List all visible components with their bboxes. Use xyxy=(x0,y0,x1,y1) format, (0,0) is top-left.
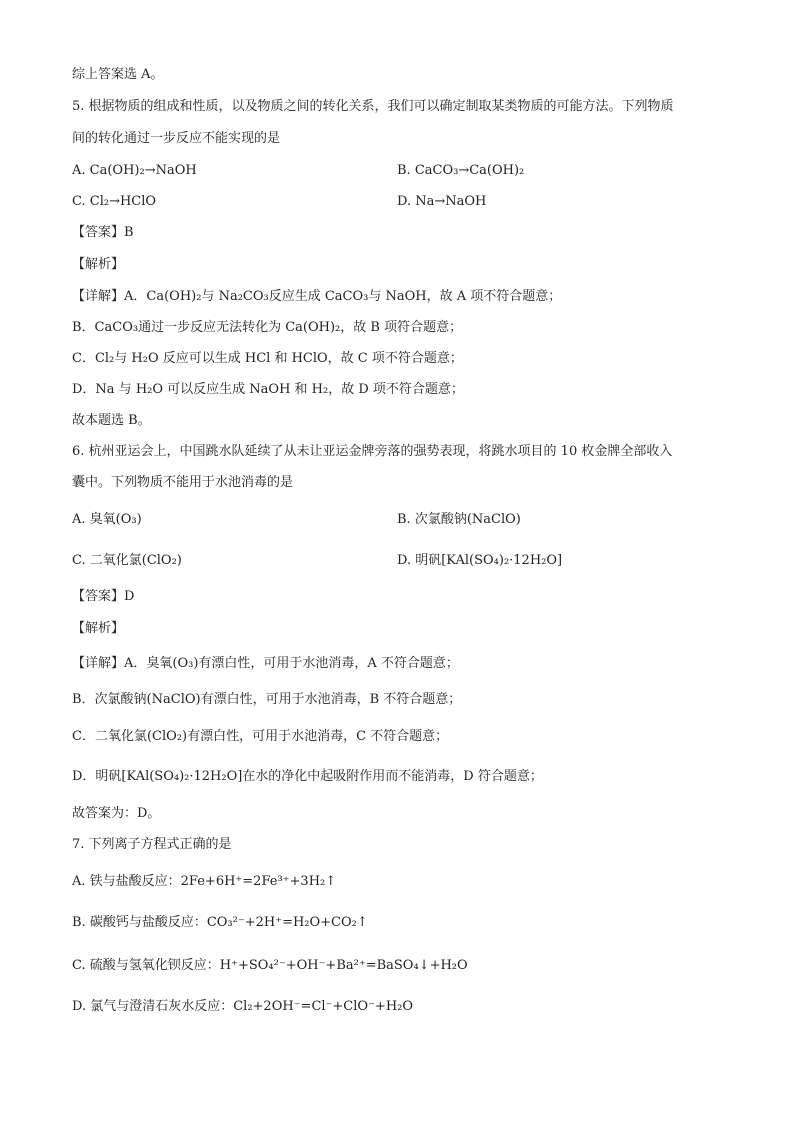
question-7-option-b: B. 碳酸钙与盐酸反应：CO₃²⁻+2H⁺=H₂O+CO₂↑ xyxy=(72,915,368,930)
question-7-option-d: D. 氯气与澄清石灰水反应：Cl₂+2OH⁻=Cl⁻+ClO⁻+H₂O xyxy=(72,999,414,1014)
analysis-label: 【解析】 xyxy=(72,621,125,636)
answer-label: 【答案】B xyxy=(72,225,134,240)
question-5-stem: 5. 根据物质的组成和性质，以及物质之间的转化关系，我们可以确定制取某类物质的可能方法。下列物质 xyxy=(72,99,674,114)
question-5-stem-cont: 间的转化通过一步反应不能实现的是 xyxy=(72,131,281,146)
question-5-option-a: A. Ca(OH)₂→NaOH xyxy=(72,163,197,178)
question-6-option-b: B. 次氯酸钠(NaClO) xyxy=(397,512,521,527)
explanation-line: 【详解】A．臭氧(O₃)有漂白性，可用于水池消毒，A 不符合题意； xyxy=(72,656,459,671)
question-6-stem: 6. 杭州亚运会上，中国跳水队延续了从未让亚运金牌旁落的强势表现，将跳水项目的 10 枚金牌全部收入 xyxy=(72,444,673,459)
explanation-line: D．明矾[KAl(SO₄)₂·12H₂O]在水的净化中起吸附作用而不能消毒，D 符合题意； xyxy=(72,769,543,784)
question-7-stem: 7. 下列离子方程式正确的是 xyxy=(72,837,232,852)
question-5-option-b: B. CaCO₃→Ca(OH)₂ xyxy=(397,163,525,178)
explanation-line: B．次氯酸钠(NaClO)有漂白性，可用于水池消毒，B 不符合题意； xyxy=(72,692,462,707)
explanation-line: C．二氧化氯(ClO₂)有漂白性，可用于水池消毒，C 不符合题意； xyxy=(72,729,449,744)
explanation-line: C．Cl₂与 H₂O 反应可以生成 HCl 和 HClO，故 C 项不符合题意； xyxy=(72,351,463,366)
question-5-option-d: D. Na→NaOH xyxy=(397,194,487,209)
explanation-line: D．Na 与 H₂O 可以反应生成 NaOH 和 H₂，故 D 项不符合题意； xyxy=(72,382,464,397)
explanation-line: B．CaCO₃通过一步反应无法转化为 Ca(OH)₂，故 B 项符合题意； xyxy=(72,320,463,335)
question-6-option-c: C. 二氧化氯(ClO₂) xyxy=(72,553,182,568)
analysis-label: 【解析】 xyxy=(72,257,125,272)
question-7-option-a: A. 铁与盐酸反应：2Fe+6H⁺=2Fe³⁺+3H₂↑ xyxy=(72,874,337,889)
text-line: 综上答案选 A。 xyxy=(72,67,164,82)
question-6-option-d: D. 明矾[KAl(SO₄)₂·12H₂O] xyxy=(397,553,563,568)
question-6-option-a: A. 臭氧(O₃) xyxy=(72,512,142,527)
question-5-option-c: C. Cl₂→HClO xyxy=(72,194,157,209)
conclusion-line: 故本题选 B。 xyxy=(72,413,151,428)
question-6-stem-cont: 囊中。下列物质不能用于水池消毒的是 xyxy=(72,475,294,490)
explanation-line: 【详解】A．Ca(OH)₂与 Na₂CO₃反应生成 CaCO₃与 NaOH，故 A 项不符合题意； xyxy=(72,289,562,304)
question-7-option-c: C. 硫酸与氢氧化钡反应：H⁺+SO₄²⁻+OH⁻+Ba²⁺=BaSO₄↓+H₂O xyxy=(72,958,468,973)
answer-label: 【答案】D xyxy=(72,589,135,604)
conclusion-line: 故答案为：D。 xyxy=(72,806,161,821)
